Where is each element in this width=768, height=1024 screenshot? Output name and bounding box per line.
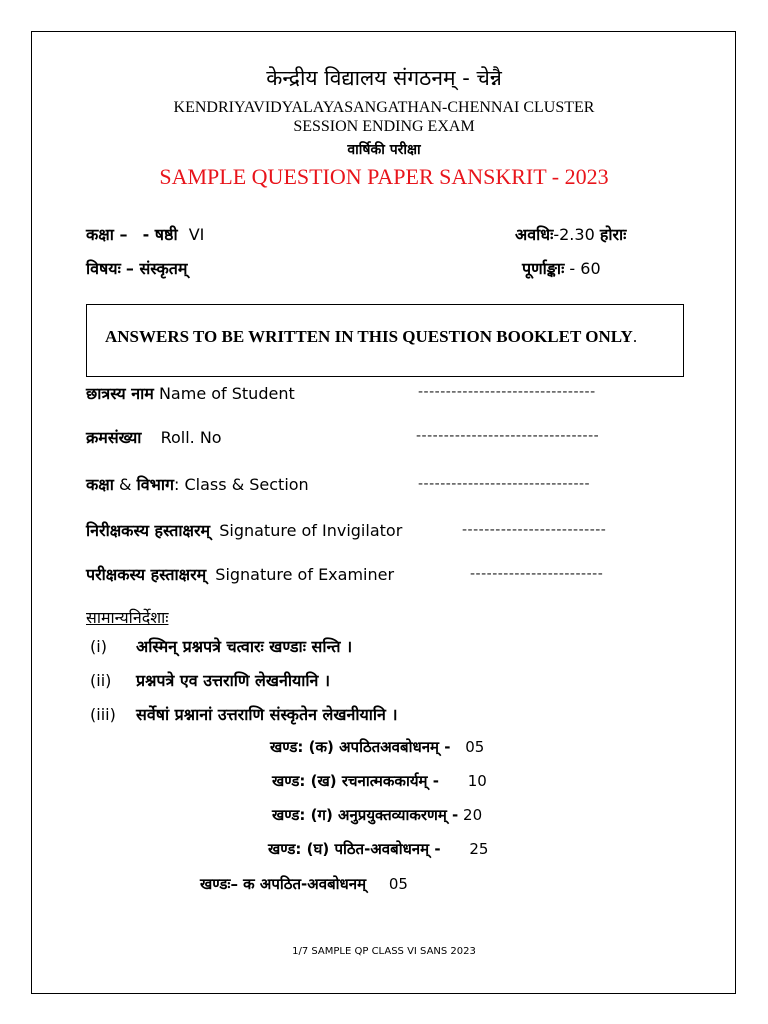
duration-label: अवधिः [515,225,554,244]
instructions-heading: सामान्यनिर्देशाः [86,608,169,627]
name-blank[interactable]: -------------------------------- [418,384,596,400]
section-marks: 10 [467,772,487,790]
section-start-label: खण्डः– क अपठित-अवबोधनम् [200,875,367,893]
duration-value: -2.30 [553,225,595,244]
marks-info [522,257,601,279]
organization-name: KENDRIYAVIDYALAYASANGATHAN-CHENNAI CLUSTER [173,99,595,116]
instruction-text: सर्वेषां प्रश्नानां उत्तराणि संस्कृतेन लेखनीयानि । [136,705,398,724]
field-english-label: : Class & Section [174,475,309,494]
field-class-section [86,473,309,495]
section-label: खण्ड: (ख) रचनात्मककार्यम् - [272,772,439,790]
notice-text [105,327,637,347]
section-marks: 20 [463,806,483,824]
subject-label: विषयः [86,259,121,278]
marks-label: पूर्णाङ्काः [522,259,565,278]
section-label: खण्ड: (क) अपठितअवबोधनम् - [270,738,451,756]
section-marks: 05 [465,738,485,756]
field-invigilator [86,519,402,541]
instruction-item [90,703,398,725]
field-english-label: Signature of Examiner [215,565,395,584]
notice-label: ANSWERS TO BE WRITTEN IN THIS QUESTION BOOKLET ONLY [105,327,633,346]
section-label: खण्ड: (घ) पठित-अवबोधनम् - [268,840,441,858]
field-english-label: Roll. No [160,428,222,447]
section-ka [270,737,484,757]
class-info [86,223,204,245]
hindi-title: केन्द्रीय विद्यालय संगठनम् - चेन्नै [266,66,502,90]
instruction-item [90,669,330,691]
field-hindi-label: क्रमसंख्या [86,428,142,447]
subject-info [86,257,188,279]
class-roman: VI [188,225,205,244]
field-examiner [86,563,394,585]
notice-period: . [632,327,638,346]
roll-blank[interactable]: --------------------------------- [416,428,600,444]
class-section-blank[interactable]: ------------------------------- [418,476,591,492]
field-hindi-label: कक्षा [86,475,114,494]
field-hindi-label: छात्रस्य नाम [86,384,154,403]
examiner-blank[interactable]: ------------------------ [470,566,604,582]
instruction-text: प्रश्नपत्रे एव उत्तराणि लेखनीयानि । [136,671,331,690]
exam-title-hindi: वार्षिकी परीक्षा [347,142,421,158]
instruction-text: अस्मिन् प्रश्नपत्रे चत्वारः खण्डाः सन्ति । [136,637,353,656]
section-label: खण्ड: (ग) अनुप्रयुक्तव्याकरणम् - [272,806,459,824]
section-gha [268,839,488,859]
session-title: SESSION ENDING EXAM [293,118,475,135]
field-roll-no [86,426,222,448]
field-english-label: Name of Student [158,384,295,403]
duration-unit: होराः [599,225,627,244]
notice-box [86,304,684,377]
invigilator-blank[interactable]: -------------------------- [462,522,607,538]
field-hindi-label: निरीक्षकस्य हस्ताक्षरम् [86,521,211,540]
instruction-number: (iii) [90,705,116,724]
section-ga [272,805,482,825]
subject-value: – संस्कृतम् [125,259,188,278]
class-value: - षष्ठी [142,225,178,244]
instruction-number: (ii) [90,671,112,690]
paper-title: SAMPLE QUESTION PAPER SANSKRIT - 2023 [159,164,609,189]
field-amp: & [119,475,132,494]
instruction-number: (i) [90,637,107,656]
section-start-heading [200,874,408,894]
section-kha [272,771,487,791]
instruction-item [90,635,352,657]
field-hindi-label: परीक्षकस्य हस्ताक्षरम् [86,565,207,584]
marks-value: - 60 [569,259,601,278]
section-marks: 25 [469,840,489,858]
page-footer: 1/7 SAMPLE QP CLASS VI SANS 2023 [292,946,476,957]
class-label: कक्षा – [86,225,128,244]
field-english-label: Signature of Invigilator [219,521,403,540]
section-start-marks: 05 [388,875,408,893]
field-student-name [86,382,295,404]
field-hindi-label-2: विभाग [136,475,175,494]
duration-info [515,223,626,245]
